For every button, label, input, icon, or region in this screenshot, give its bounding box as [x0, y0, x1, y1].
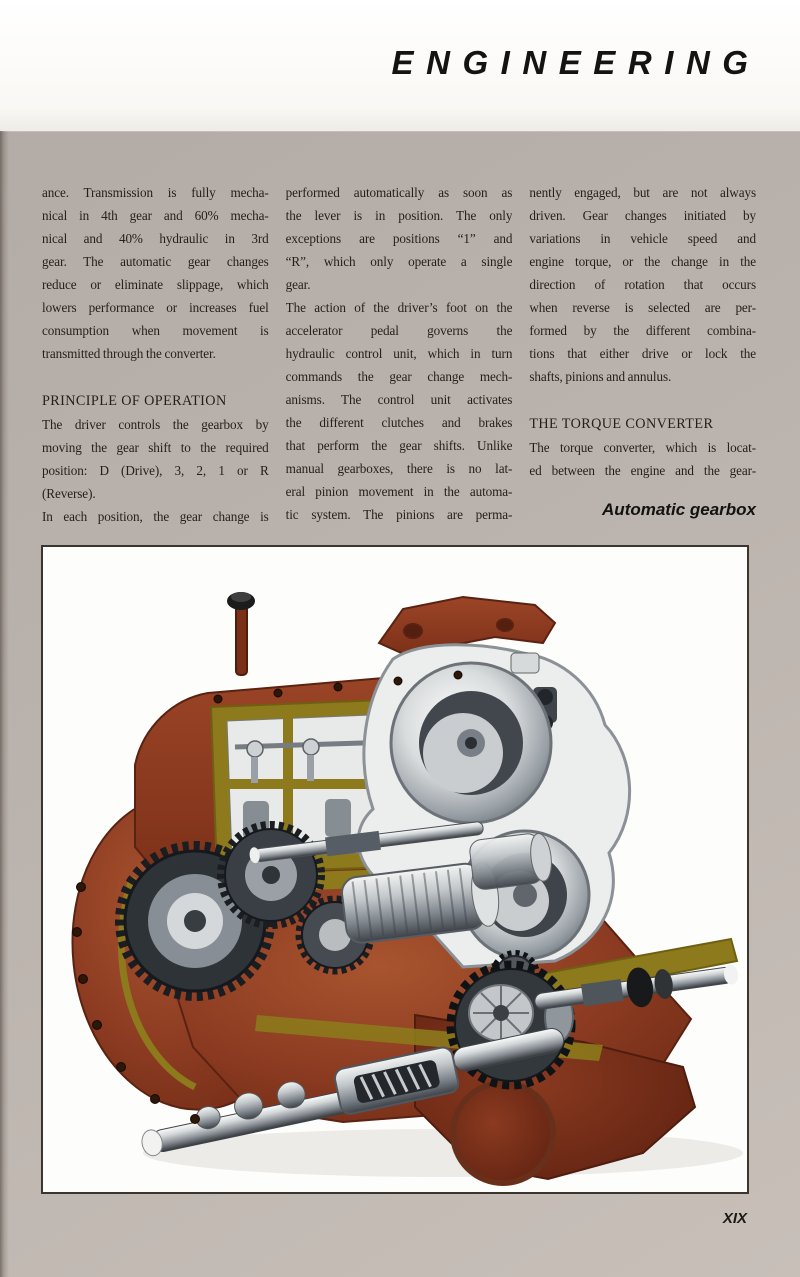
body-line: ance. Transmission is fully mecha- [42, 185, 269, 200]
body-line: The action of the driver’s foot on the [285, 300, 513, 315]
section-heading: PRINCIPLE OF OPERATION [42, 393, 227, 409]
body-line: “R”, which only operate a single [285, 254, 513, 269]
body-line: The driver controls the gearbox by [42, 417, 269, 432]
page-header-band [0, 0, 800, 132]
body-line: gear. The automatic gear changes [42, 254, 269, 269]
body-line: gear. [285, 277, 311, 292]
body-line: hydraulic control unit, which in turn [285, 346, 513, 361]
body-line: eral pinion movement in the automa- [285, 484, 513, 499]
body-line: tions that either drive or lock the [529, 346, 757, 361]
body-line: exceptions are positions “1” and [285, 231, 513, 246]
body-line: commands the gear change mech- [285, 369, 513, 384]
gearbox-illustration [43, 547, 747, 1192]
body-line: transmitted through the converter. [42, 346, 216, 361]
body-line: lowers performance or increases fuel [42, 300, 269, 315]
section-heading: THE TORQUE CONVERTER [529, 416, 714, 432]
body-line: anisms. The control unit activates [285, 392, 513, 407]
body-line: moving the gear shift to the required [42, 440, 269, 455]
body-line: when reverse is selected are per- [529, 300, 757, 315]
article-columns [42, 181, 756, 528]
figure-box [41, 545, 749, 1194]
body-line: The torque converter, which is locat- [529, 440, 757, 455]
paragraph [42, 413, 269, 505]
body-line: reduce or eliminate slippage, which [42, 277, 269, 292]
body-line: (Reverse). [42, 486, 96, 501]
body-line: consumption when movement is [42, 323, 269, 338]
body-line: that perform the gear shifts. Unlike [285, 438, 513, 453]
page-spine-shadow [0, 131, 9, 1277]
body-line: In each position, the gear change is [42, 509, 269, 524]
body-line: engine torque, or the change in the [529, 254, 757, 269]
body-line: position: D (Drive), 3, 2, 1 or R [42, 463, 269, 478]
article-column-3 [529, 181, 756, 528]
paragraph [529, 181, 756, 388]
body-line: accelerator pedal governs the [285, 323, 513, 338]
body-line: direction of rotation that occurs [529, 277, 757, 292]
paragraph [286, 181, 513, 296]
body-line: the lever is in position. The only [285, 208, 513, 223]
paragraph [42, 505, 269, 528]
section-gap [529, 388, 756, 413]
body-line: nently engaged, but are not always [529, 185, 757, 200]
page-number: XIX [722, 1210, 747, 1227]
article-column-2 [286, 181, 513, 528]
body-line: driven. Gear changes initiated by [529, 208, 757, 223]
body-line: nical and 40% hydraulic in 3rd [42, 231, 269, 246]
body-line: nical in 4th gear and 60% mecha- [42, 208, 269, 223]
section-gap [42, 365, 269, 390]
paragraph [42, 181, 269, 365]
body-line: variations in vehicle speed and [529, 231, 757, 246]
body-line: the different clutches and brakes [285, 415, 513, 430]
paragraph [529, 436, 756, 482]
body-line: shafts, pinions and annulus. [529, 369, 672, 384]
paragraph [286, 296, 513, 526]
body-line: performed automatically as soon as [285, 185, 513, 200]
body-line: tic system. The pinions are perma- [285, 507, 513, 522]
body-line: manual gearboxes, there is no lat- [285, 461, 513, 476]
figure-caption: Automatic gearbox [602, 500, 757, 519]
article-column-1 [42, 181, 269, 528]
dipstick-tube [227, 592, 255, 675]
body-line: ed between the engine and the gear- [529, 463, 757, 478]
page-title: ENGINEERING [391, 44, 761, 81]
body-line: formed by the different combina- [529, 323, 757, 338]
